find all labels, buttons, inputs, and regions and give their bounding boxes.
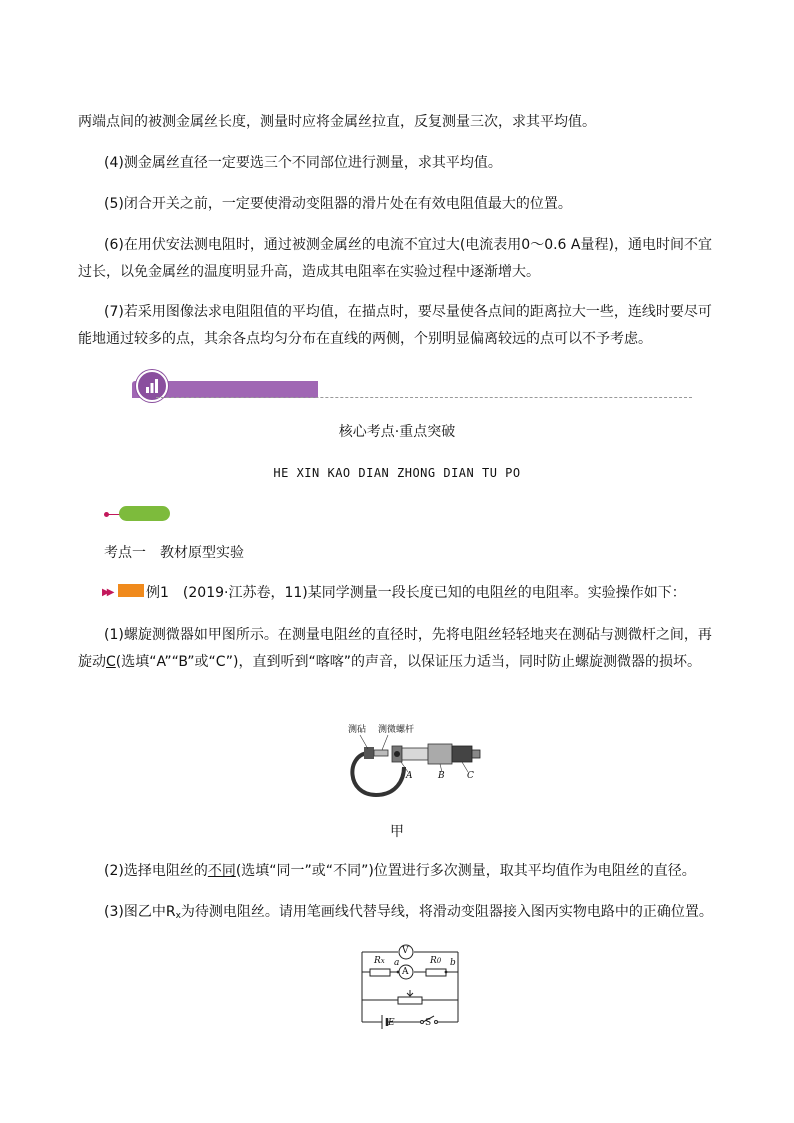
circuit-figure xyxy=(358,942,462,1030)
label-ratchet-c: C xyxy=(467,771,474,781)
label-spindle: 测微螺杆 xyxy=(378,725,415,735)
label-node-a: a xyxy=(394,958,400,968)
label-thimble-b: B xyxy=(438,771,445,781)
question-1 xyxy=(78,622,718,676)
q1-answer: C xyxy=(106,654,116,670)
q1-text-b: (选填“A”“B”或“C”)，直到听到“喀喀”的声音，以保证压力适当，同时防止螺旋测微器的损坏。 xyxy=(115,654,702,670)
label-r0 xyxy=(430,956,441,966)
example-source: (2019·江苏卷，11)某同学测量一段长度已知的电阻丝的电阻率。实验操作如下： xyxy=(182,585,686,601)
paragraph-point-7: (7)若采用图像法求电阻阻值的平均值，在描点时，要尽量使各点间的距离拉大一些，连线时要尽可能地通过较多的点，其余各点均匀分布在直线的两侧，个别明显偏离较远的点可以不予考虑。 xyxy=(78,304,712,347)
question-3 xyxy=(78,899,718,930)
label-thimble-a: A xyxy=(406,771,413,781)
label-node-b: b xyxy=(450,958,456,968)
paragraph-point-6: (6)在用伏安法测电阻时，通过被测金属丝的电流不宜过大(电流表用0～0.6 A量程)，通电时间不宜过长，以免金属丝的温度明显升高，造成其电阻率在实验过程中逐渐增大。 xyxy=(78,237,712,280)
section-pinyin: HE XIN KAO DIAN ZHONG DIAN TU PO xyxy=(273,466,521,480)
label-battery-e: E xyxy=(388,1018,395,1028)
q3-text-a: (3)图乙中R xyxy=(104,904,176,920)
paragraph-point-4: (4)测金属丝直径一定要选三个不同部位进行测量，求其平均值。 xyxy=(104,155,502,171)
q1-text-a: (1)螺旋测微器如甲图所示。在测量电阻丝的直径时，先将电阻丝轻轻地夹在测砧与测微杆之间，再旋动 xyxy=(78,627,712,670)
section-divider xyxy=(156,397,692,398)
example-label: 例1 xyxy=(146,585,169,601)
label-rx xyxy=(374,956,385,966)
micrometer-figure xyxy=(346,725,482,800)
label-rx-sub: x xyxy=(380,957,385,965)
figure-jia-caption: 甲 xyxy=(390,824,404,840)
label-r0-letter: R xyxy=(430,956,437,966)
q2-text-a: (2)选择电阻丝的 xyxy=(104,863,208,879)
topic-title: 考点一 教材原型实验 xyxy=(104,545,244,561)
section-title: 核心考点·重点突破 xyxy=(338,424,456,440)
label-voltmeter: V xyxy=(402,946,409,956)
label-anvil: 测砧 xyxy=(348,725,367,735)
marker-pill xyxy=(119,506,170,521)
paragraph-point-5: (5)闭合开关之前，一定要使滑动变阻器的滑片处在有效电阻值最大的位置。 xyxy=(104,196,572,212)
label-ammeter: A xyxy=(402,967,409,977)
label-r0-sub: 0 xyxy=(436,957,442,965)
paragraph-length-measure: 两端点间的被测金属丝长度，测量时应将金属丝拉直，反复测量三次，求其平均值。 xyxy=(78,114,596,130)
question-2 xyxy=(78,858,718,885)
q2-answer: 不同 xyxy=(207,863,236,879)
q3-subscript: x xyxy=(175,911,181,921)
q3-text-b: 为待测电阻丝。请用笔画线代替导线，将滑动变阻器接入图丙实物电路中的正确位置。 xyxy=(180,904,713,920)
double-arrow-icon: ▶▶ xyxy=(102,587,112,598)
label-switch-s: S xyxy=(425,1018,432,1028)
example-marker xyxy=(118,584,144,597)
example-intro xyxy=(146,580,746,607)
label-rx-letter: R xyxy=(374,956,381,966)
q2-text-b: (选填“同一”或“不同”)位置进行多次测量，取其平均值作为电阻丝的直径。 xyxy=(235,863,696,879)
